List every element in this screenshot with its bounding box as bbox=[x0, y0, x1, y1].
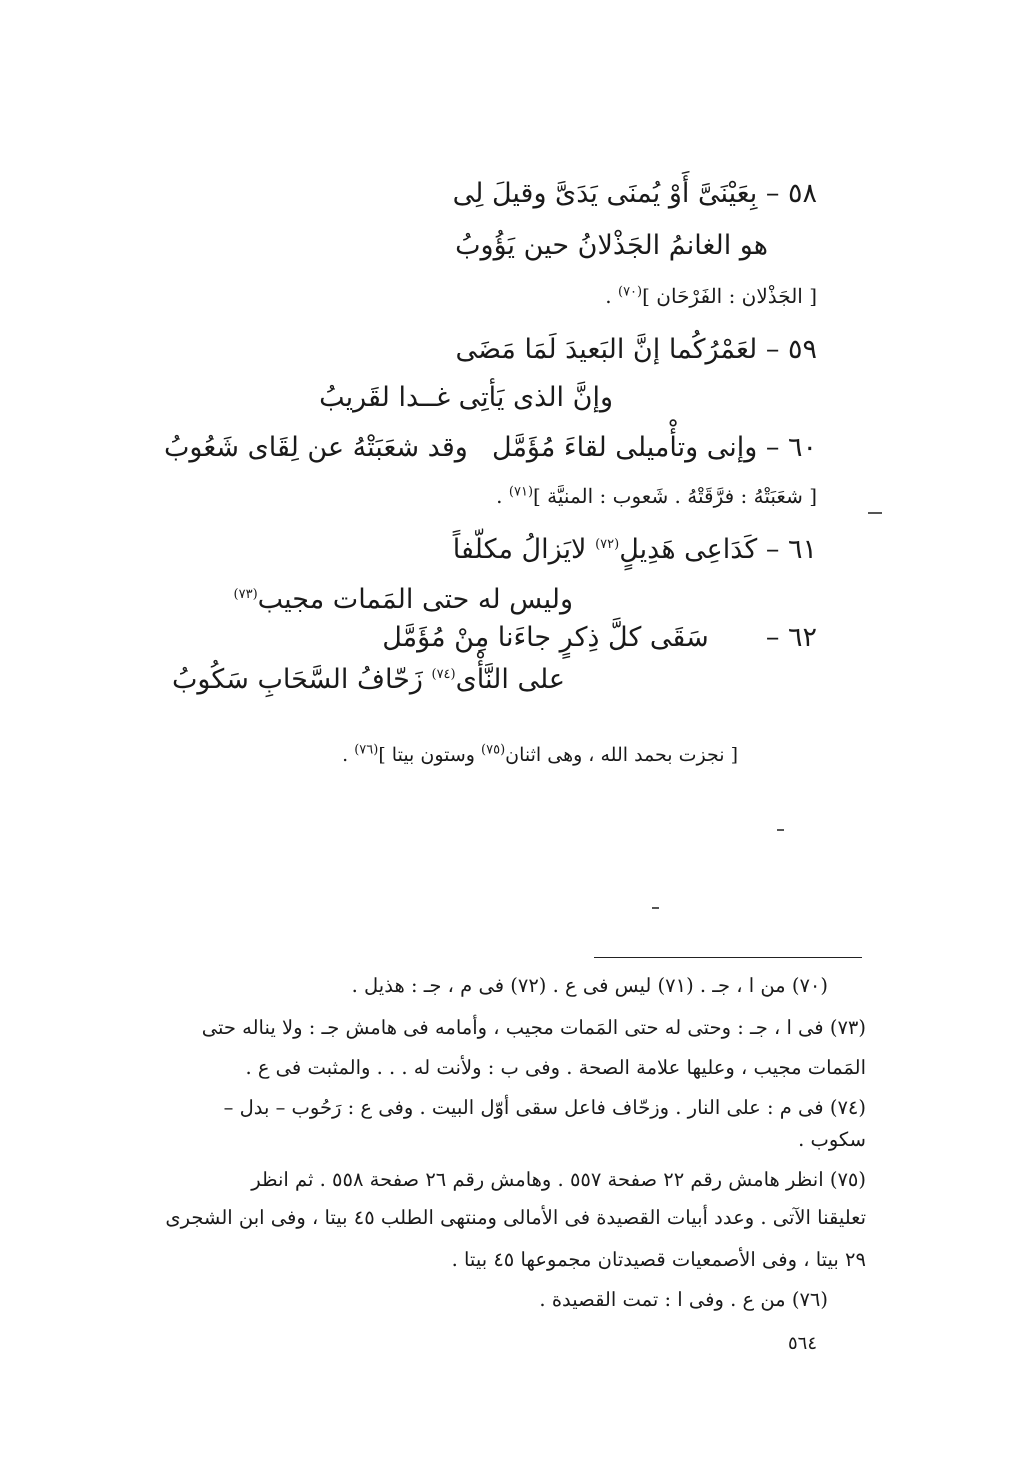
verse-58-gloss: [ الجَذْلان : الفَرْحَان ]$^{(٧٠)}$ . bbox=[605, 284, 817, 308]
verse-60-line-2 bbox=[164, 434, 468, 461]
verse-hemistich: وليس له حتى المَمات مجيب bbox=[257, 584, 573, 615]
footnote-ref: (٧٦) bbox=[354, 742, 379, 758]
footnote-line: تعليقنا الآتى . وعدد أبيات القصيدة فى الأمالى ومنتهى الطلب ٤٥ بيتا ، وفى ابن الشجرى bbox=[165, 1206, 866, 1229]
verse-hemistich: وقد شعَبَتْهُ عن لِقَاى شَعُوبُ bbox=[164, 432, 468, 463]
scan-mark bbox=[868, 512, 882, 514]
verse-hemistich: بِعَيْنَىَّ أَوْ يُمنَى يَدَىَّ وقيلَ لِى bbox=[452, 178, 758, 209]
verse-hemistich: لايَزالُ مكلّفاً bbox=[452, 534, 587, 565]
footnote-ref: (٧١) bbox=[508, 484, 534, 500]
verse-number: ٥٩ – bbox=[765, 334, 817, 365]
verse-59-line-2 bbox=[319, 384, 613, 411]
verse-number: ٦٠ – bbox=[765, 432, 817, 463]
footnote-line: (٧٣) فى ا ، جـ : وحتى له حتى المَمات مجيب ، وأمامه فى هامش جـ : ولا يناله حتى bbox=[201, 1016, 866, 1039]
verse-hemistich: سَقَى كلَّ ذِكرٍ جاءَنا مِنْ مُؤَمَّل bbox=[382, 622, 709, 653]
verse-60-gloss: [ شعَبَتْهُ : فرَّقَتْهُ . شَعوب : المنيَّة ]$^{(٧١)}$ . bbox=[496, 484, 817, 508]
verse-61-line-1 bbox=[453, 536, 817, 563]
verse-number: ٦٢ – bbox=[765, 622, 817, 653]
verse-62-line-2 bbox=[172, 666, 565, 693]
footnote-line: (٧٦) من ع . وفى ا : تمت القصيدة . bbox=[539, 1288, 828, 1311]
footnote-line: سكوب . bbox=[798, 1128, 866, 1151]
verse-60-line-1 bbox=[492, 434, 817, 461]
page-number: ٥٦٤ bbox=[787, 1333, 817, 1354]
closing-note: [ نجزت بحمد الله ، وهى اثنان$^{(٧٥)}$ وستون بيتا ]$^{(٧٦)}$ . bbox=[342, 742, 738, 766]
verse-hemistich: وإنى وتأْميلى لقاءَ مُؤَمَّل bbox=[492, 432, 758, 463]
verse-hemistich: على النَّأْى bbox=[455, 664, 565, 695]
verse-58-line-1 bbox=[453, 180, 817, 207]
footnote-ref: (٧٠) bbox=[618, 284, 643, 300]
verse-62-line-1 bbox=[382, 624, 817, 651]
footnote-ref: (٧٤) bbox=[431, 667, 456, 682]
footnote-line: ٢٩ بيتا ، وفى الأصمعيات قصيدتان مجموعها ٤٥ بيتا . bbox=[451, 1248, 866, 1271]
verse-hemistich: وإنَّ الذى يَأتِى غــدا لقَريبُ bbox=[319, 382, 613, 413]
footnote-ref: (٧٣) bbox=[233, 587, 258, 602]
scan-mark bbox=[777, 829, 784, 831]
verse-hemistich: هو الغانمُ الجَذْلانُ حين يَؤُوبُ bbox=[455, 230, 768, 261]
footnote-ref: (٧٥) bbox=[481, 742, 506, 758]
verse-number: ٦١ – bbox=[765, 534, 817, 565]
verse-hemistich: كَدَاعِى هَدِيلٍ bbox=[619, 534, 758, 565]
footnote-line: المَمات مجيب ، وعليها علامة الصحة . وفى ب : ولأنت له . . . والمثبت فى ع . bbox=[245, 1056, 866, 1079]
verse-59-line-1 bbox=[456, 336, 817, 363]
verse-number: ٥٨ – bbox=[765, 178, 817, 209]
scan-mark bbox=[652, 907, 659, 909]
verse-hemistich: لعَمْرُكُما إنَّ البَعيدَ لَمَا مَضَى bbox=[455, 334, 758, 365]
footnote-line: (٧٤) فى م : على النار . وزحّاف فاعل سقى أوّل البيت . وفى ع : رَحُوب – بدل – bbox=[223, 1096, 866, 1119]
footnote-ref: (٧٢) bbox=[595, 537, 620, 552]
verse-hemistich: زَحّافُ السَّحَابِ سَكُوبُ bbox=[172, 664, 423, 695]
footnote-line: (٧٠) من ا ، جـ . (٧١) ليس فى ع . (٧٢) فى م ، جـ : هذيل . bbox=[351, 974, 828, 997]
footnote-separator bbox=[594, 957, 862, 958]
verse-61-line-2 bbox=[234, 586, 573, 613]
verse-58-line-2 bbox=[455, 232, 768, 259]
footnote-line: (٧٥) انظر هامش رقم ٢٢ صفحة ٥٥٧ . وهامش رقم ٢٦ صفحة ٥٥٨ . ثم انظر bbox=[251, 1168, 866, 1191]
